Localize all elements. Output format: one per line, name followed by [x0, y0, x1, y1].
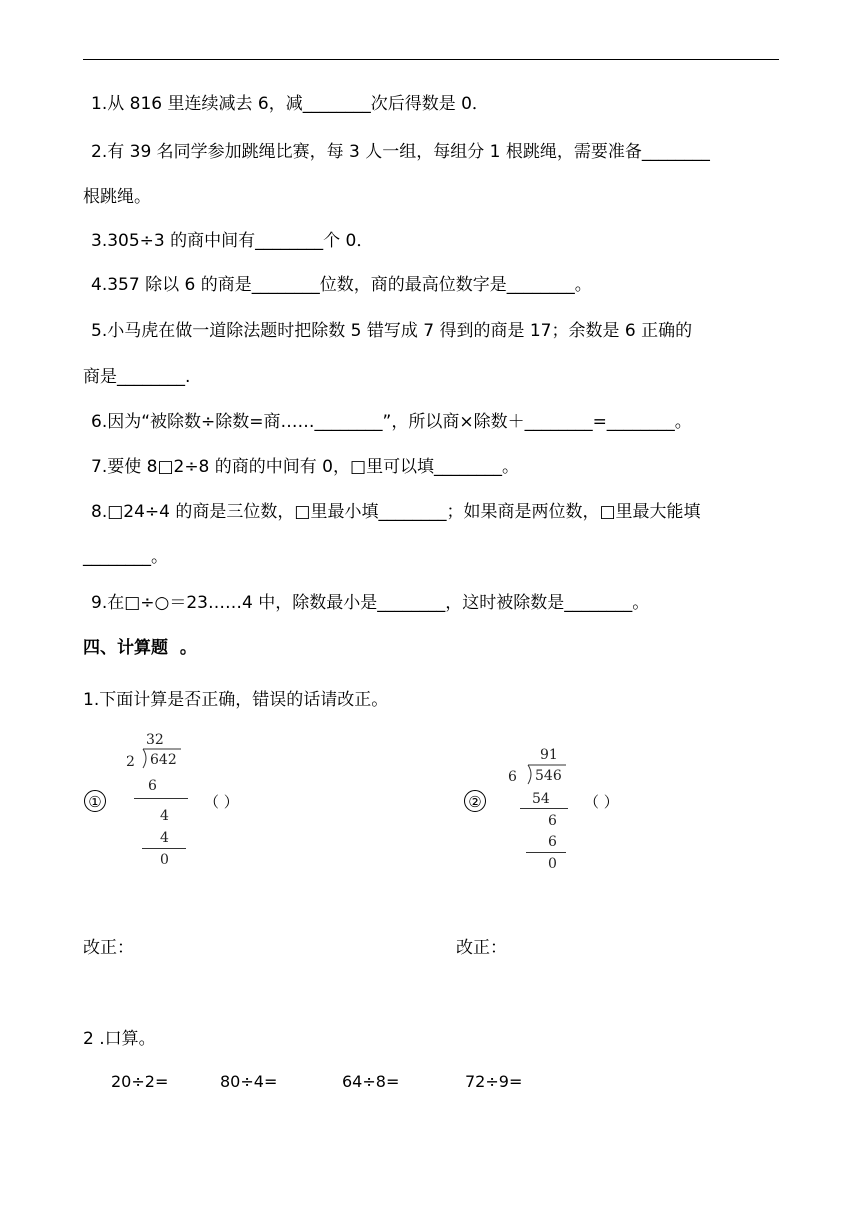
circled-marker-2: ② [464, 790, 486, 812]
mental-math-4: 72÷9= [465, 1072, 523, 1091]
correction-label-2: 改正： [456, 938, 507, 958]
question-5-cont: 商是________. [83, 367, 191, 387]
header-rule [83, 59, 779, 60]
divisor: 6 [508, 769, 517, 785]
question-2-cont: 根跳绳。 [83, 187, 151, 207]
mental-math-2: 80÷4= [220, 1072, 278, 1091]
question-1: 1.从 816 里连续减去 6，减________次后得数是 0． [91, 94, 489, 114]
remainder: 0 [548, 856, 557, 872]
step-rule [134, 798, 188, 799]
question-4: 4.357 除以 6 的商是________位数，商的最高位数字是________。 [91, 275, 592, 295]
step-rule [520, 808, 568, 809]
mental-math-1: 20÷2= [111, 1072, 169, 1091]
mental-math-3: 64÷8= [342, 1072, 400, 1091]
question-3: 3.305÷3 的商中间有________个 0． [91, 231, 374, 251]
question-7: 7.要使 8□2÷8 的商的中间有 0，□里可以填________。 [91, 457, 520, 477]
correction-label-1: 改正： [83, 938, 134, 958]
question-6: 6.因为“被除数÷除数=商……________”，所以商×除数＋________=________。 [91, 412, 692, 432]
question-2: 2.有 39 名同学参加跳绳比赛，每 3 人一组，每组分 1 根跳绳，需要准备________ [91, 142, 710, 162]
question-9: 9.在□÷○＝23……4 中，除数最小是________，这时被除数是________。 [91, 593, 650, 613]
quotient: 91 [540, 747, 558, 763]
step-2: 6 [548, 813, 557, 829]
answer-parentheses[interactable]: （ ） [584, 793, 619, 811]
quotient: 32 [146, 732, 164, 748]
sub-question-2: 2 .口算。 [83, 1029, 156, 1049]
sub-question-1: 1.下面计算是否正确，错误的话请改正。 [83, 690, 389, 710]
answer-parentheses[interactable]: （ ） [204, 793, 239, 811]
question-5: 5.小马虎在做一道除法题时把除数 5 错写成 7 得到的商是 17；余数是 6 正确的 [91, 321, 693, 341]
circled-marker-1: ① [84, 790, 106, 812]
dividend: 546 [535, 768, 562, 784]
question-8-cont: ________。 [83, 547, 168, 567]
remainder: 0 [160, 852, 169, 868]
step-2: 4 [160, 808, 169, 824]
step-rule [526, 852, 566, 853]
dividend: 642 [150, 752, 177, 768]
section-title: 四、计算题 。 [83, 638, 197, 658]
step-rule [142, 848, 186, 849]
divisor: 2 [126, 754, 135, 770]
question-8: 8.□24÷4 的商是三位数，□里最小填________；如果商是两位数，□里最大能填 [91, 502, 701, 522]
step-1: 54 [532, 791, 550, 807]
step-1: 6 [148, 778, 157, 794]
step-3: 6 [548, 834, 557, 850]
step-3: 4 [160, 830, 169, 846]
